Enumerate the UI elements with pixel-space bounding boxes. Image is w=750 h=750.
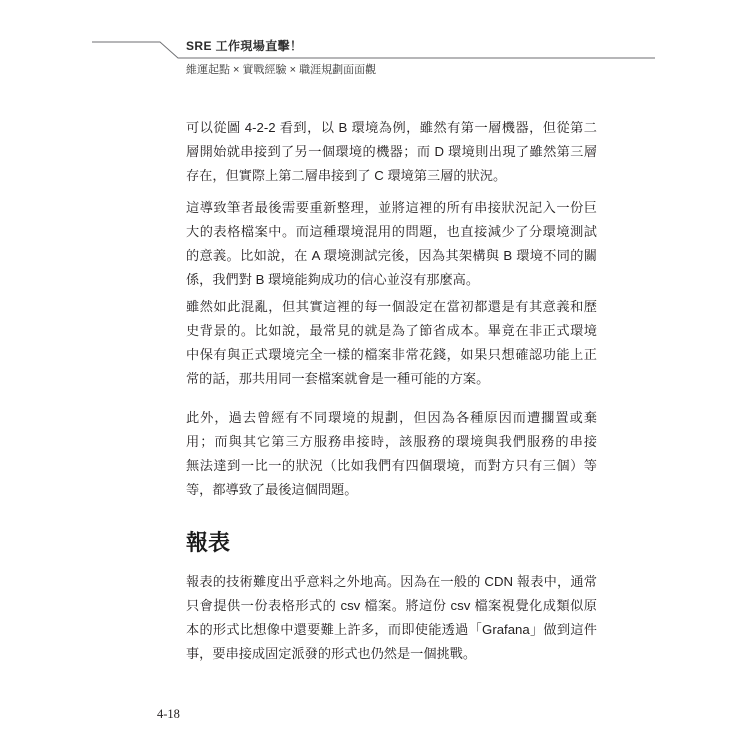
page-number: 4-18	[157, 707, 180, 721]
running-header-subtitle: 維運起點 × 實戰經驗 × 職涯規劃面面觀	[186, 64, 377, 76]
paragraph-line: 無法達到一比一的狀況（比如我們有四個環境，而對方只有三個）等	[186, 458, 597, 473]
paragraph-line: 可以從圖 4-2-2 看到，以 B 環境為例，雖然有第一層機器，但從第二	[186, 120, 597, 135]
paragraph-line: 中保有與正式環境完全一樣的檔案非常花錢，如果只想確認功能上正	[186, 347, 597, 362]
paragraph	[186, 116, 597, 188]
paragraph-line: 雖然如此混亂，但其實這裡的每一個設定在當初都還是有其意義和歷	[186, 299, 597, 314]
section-heading: 報表	[186, 530, 231, 555]
paragraph	[186, 295, 597, 391]
paragraph-line: 常的話，那共用同一套檔案就會是一種可能的方案。	[186, 371, 490, 386]
paragraph-line: 只會提供一份表格形式的 csv 檔案。將這份 csv 檔案視覺化成類似原	[186, 598, 597, 613]
paragraph-line: 史背景的。比如說，最常見的就是為了節省成本。畢竟在非正式環境	[186, 323, 597, 338]
paragraph	[186, 406, 597, 502]
paragraph-line: 這導致筆者最後需要重新整理，並將這裡的所有串接狀況記入一份巨	[186, 200, 597, 215]
paragraph-line: 本的形式比想像中還要難上許多，而即使能透過「Grafana」做到這件	[186, 622, 597, 637]
paragraph-line: 等，都導致了最後這個問題。	[186, 482, 358, 497]
paragraph	[186, 196, 597, 292]
paragraph-line: 係，我們對 B 環境能夠成功的信心並沒有那麼高。	[186, 272, 480, 287]
paragraph-line: 大的表格檔案中。而這種環境混用的問題，也直接減少了分環境測試	[186, 224, 597, 239]
paragraph-line: 報表的技術難度出乎意料之外地高。因為在一般的 CDN 報表中，通常	[186, 574, 597, 589]
paragraph-line: 事，要串接成固定派發的形式也仍然是一個挑戰。	[186, 646, 477, 661]
running-header-title: SRE 工作現場直擊！	[186, 39, 303, 53]
paragraph-line: 層開始就串接到了另一個環境的機器；而 D 環境則出現了雖然第三層	[186, 144, 597, 159]
paragraph	[186, 570, 597, 666]
paragraph-line: 此外，過去曾經有不同環境的規劃，但因為各種原因而遭擱置或棄	[186, 410, 597, 425]
paragraph-line: 的意義。比如說，在 A 環境測試完後，因為其架構與 B 環境不同的關	[186, 248, 597, 263]
paragraph-line: 存在，但實際上第二層串接到了 C 環境第三層的狀況。	[186, 168, 507, 183]
paragraph-line: 用；而與其它第三方服務串接時，該服務的環境與我們服務的串接	[186, 434, 597, 449]
